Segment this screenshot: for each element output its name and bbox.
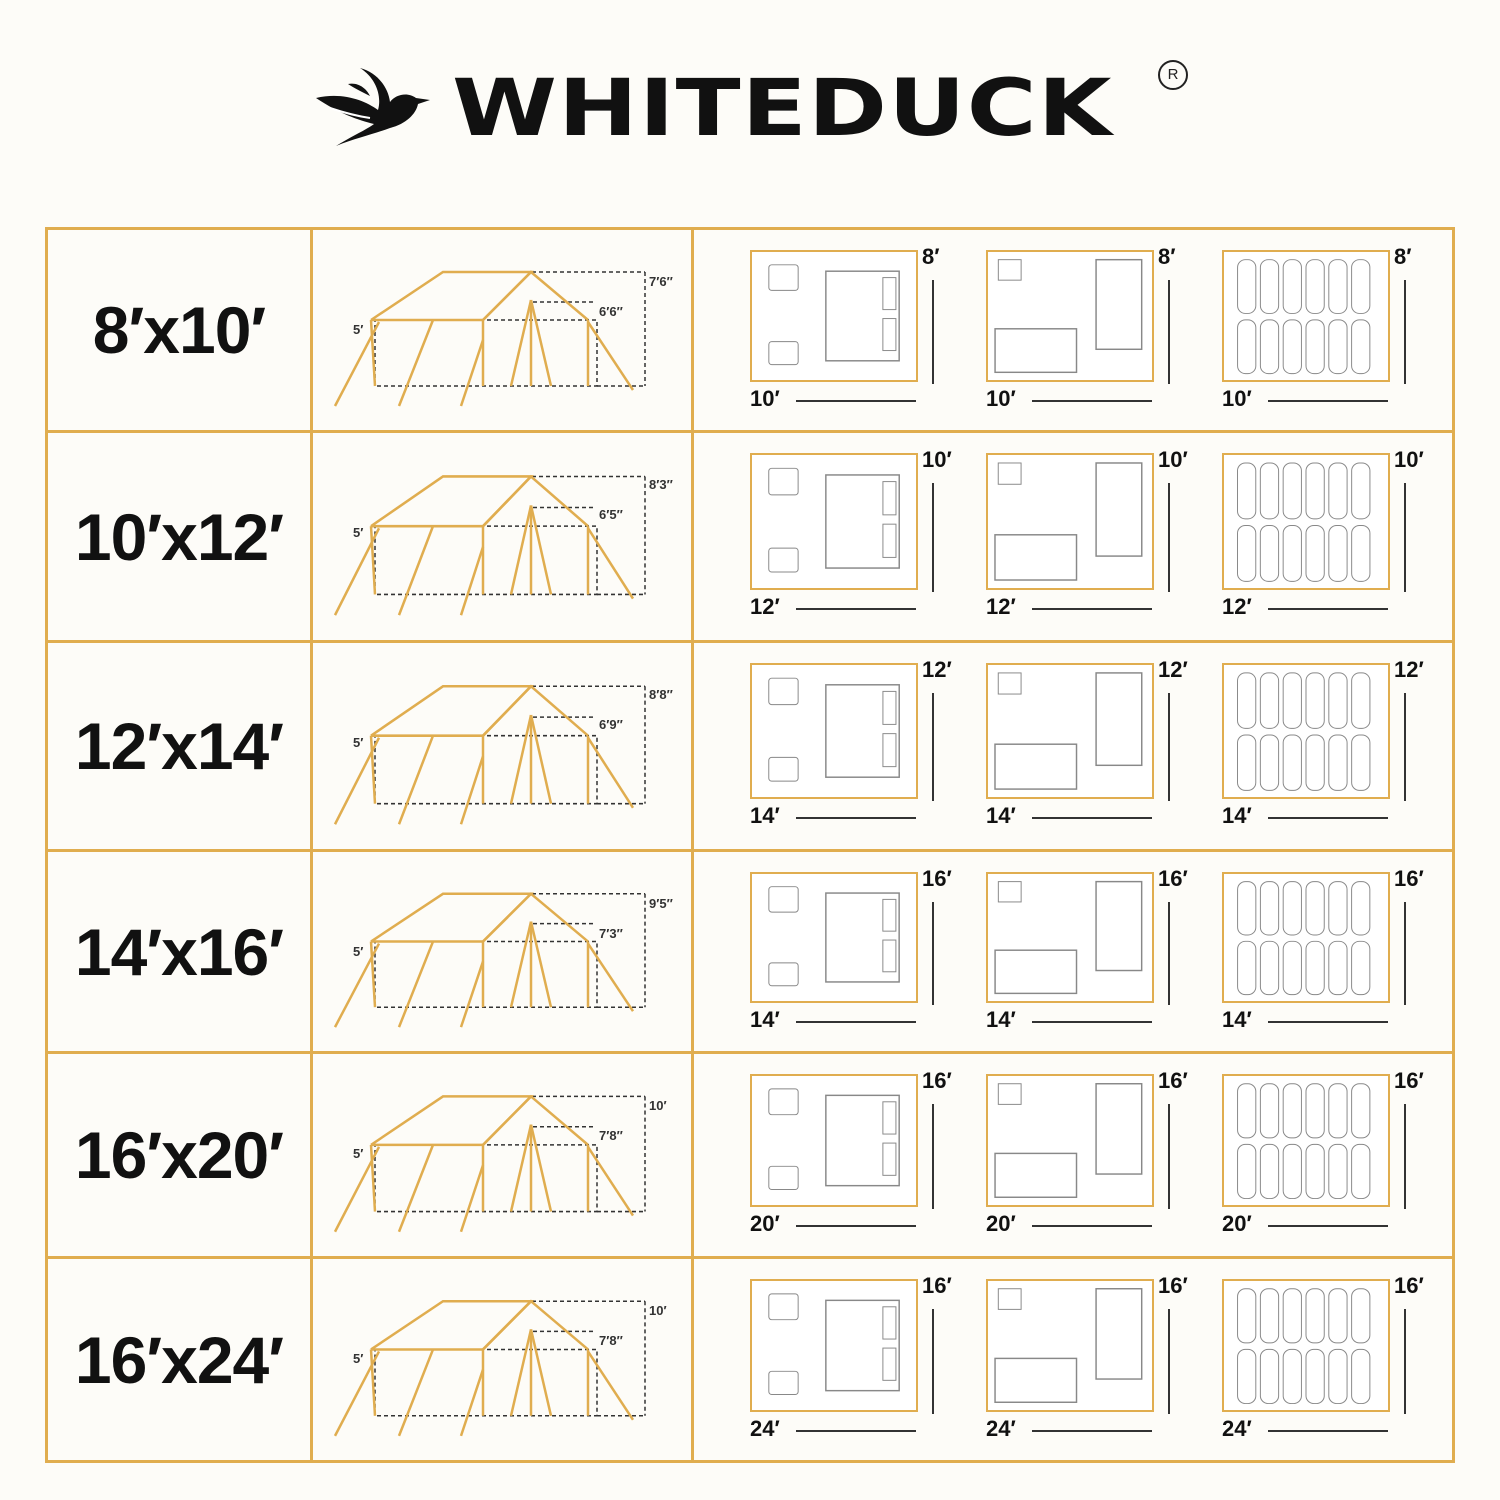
plan-depth-label: 10′ — [922, 447, 952, 472]
depth-dimension-line — [1168, 1309, 1170, 1414]
tent-illustration — [313, 1054, 691, 1256]
depth-dimension-line — [1404, 1309, 1406, 1414]
tent-illustration — [313, 433, 691, 640]
duck-logo-icon — [312, 58, 440, 154]
depth-dimension-line — [1404, 693, 1406, 801]
side-height-label: 5′ — [353, 322, 364, 337]
floor-plan-outline — [1222, 663, 1390, 799]
depth-dimension-line — [1168, 902, 1170, 1005]
tent-diagram — [313, 852, 691, 1051]
peak-height-label: 8′8″ — [649, 687, 673, 702]
furniture-layout-icon — [752, 455, 916, 588]
furniture-layout-icon — [988, 665, 1152, 797]
plan-width-label: 14′ — [750, 803, 780, 828]
registered-mark: R — [1158, 60, 1188, 90]
width-dimension-line — [1268, 817, 1388, 819]
plan-depth-label: 16′ — [922, 1273, 952, 1298]
depth-dimension-line — [1404, 280, 1406, 384]
tent-diagram — [313, 1259, 691, 1460]
depth-dimension-line — [932, 280, 934, 384]
plan-width-label: 14′ — [1222, 1007, 1252, 1032]
furniture-layout-icon — [988, 252, 1152, 380]
door-height-label: 6′6″ — [599, 304, 623, 319]
plan-depth-label: 8′ — [1158, 244, 1176, 269]
width-dimension-line — [1032, 817, 1152, 819]
width-dimension-line — [1032, 1225, 1152, 1227]
furniture-layout-icon — [752, 252, 916, 380]
furniture-layout-icon — [1224, 665, 1388, 797]
plan-depth-label: 16′ — [1394, 1273, 1424, 1298]
floor-plan-outline — [986, 872, 1154, 1003]
depth-dimension-line — [1168, 693, 1170, 801]
floor-plans — [694, 852, 1452, 1051]
furniture-layout-icon — [1224, 1281, 1388, 1410]
peak-height-label: 10′ — [649, 1303, 667, 1318]
furniture-layout-icon — [1224, 252, 1388, 380]
peak-height-label: 9′5″ — [649, 896, 673, 911]
plan-depth-label: 16′ — [1158, 1273, 1188, 1298]
size-row — [48, 433, 1452, 640]
plan-width-label: 14′ — [1222, 803, 1252, 828]
tent-illustration — [313, 1259, 691, 1460]
tent-size-label: 12′x14′ — [74, 709, 284, 783]
width-dimension-line — [796, 1430, 916, 1432]
furniture-layout-icon — [752, 874, 916, 1001]
tent-size-label: 16′x20′ — [74, 1118, 284, 1192]
plan-depth-label: 10′ — [1158, 447, 1188, 472]
width-dimension-line — [1268, 608, 1388, 610]
plan-depth-label: 16′ — [1394, 866, 1424, 891]
depth-dimension-line — [1168, 483, 1170, 592]
furniture-layout-icon — [752, 665, 916, 797]
furniture-layout-icon — [752, 1281, 916, 1410]
plan-width-label: 12′ — [750, 594, 780, 619]
brand-name: WHITEDUCK — [452, 64, 1113, 154]
plan-depth-label: 16′ — [1158, 1068, 1188, 1093]
plan-width-label: 10′ — [750, 386, 780, 411]
plan-width-label: 14′ — [750, 1007, 780, 1032]
furniture-layout-icon — [988, 1281, 1152, 1410]
floor-plan-outline — [986, 663, 1154, 799]
side-height-label: 5′ — [353, 735, 364, 750]
floor-plan-outline — [1222, 1074, 1390, 1207]
depth-dimension-line — [1404, 483, 1406, 592]
floor-plan-outline — [750, 250, 918, 382]
plan-depth-label: 16′ — [1158, 866, 1188, 891]
floor-plan-outline — [1222, 453, 1390, 590]
tent-diagram — [313, 643, 691, 849]
plan-width-label: 20′ — [750, 1211, 780, 1236]
width-dimension-line — [1268, 1430, 1388, 1432]
depth-dimension-line — [1168, 1104, 1170, 1209]
width-dimension-line — [796, 400, 916, 402]
plan-depth-label: 16′ — [922, 866, 952, 891]
plan-width-label: 24′ — [750, 1416, 780, 1441]
size-row — [48, 1259, 1452, 1460]
plan-width-label: 14′ — [986, 803, 1016, 828]
plan-width-label: 24′ — [986, 1416, 1016, 1441]
tent-size-label: 16′x24′ — [74, 1322, 284, 1397]
depth-dimension-line — [1404, 902, 1406, 1005]
plan-depth-label: 8′ — [922, 244, 940, 269]
side-height-label: 5′ — [353, 944, 364, 959]
header — [0, 50, 1500, 160]
size-row — [48, 1054, 1452, 1256]
floor-plan-outline — [1222, 250, 1390, 382]
tent-diagram — [313, 433, 691, 640]
floor-plans — [694, 643, 1452, 849]
plan-depth-label: 12′ — [1158, 657, 1188, 682]
plan-depth-label: 10′ — [1394, 447, 1424, 472]
floor-plans — [694, 1259, 1452, 1460]
plan-width-label: 10′ — [1222, 386, 1252, 411]
floor-plans — [694, 1054, 1452, 1256]
door-height-label: 6′9″ — [599, 717, 623, 732]
floor-plan-outline — [750, 453, 918, 590]
depth-dimension-line — [932, 693, 934, 801]
plan-depth-label: 12′ — [922, 657, 952, 682]
side-height-label: 5′ — [353, 525, 364, 540]
width-dimension-line — [796, 608, 916, 610]
floor-plan-outline — [750, 663, 918, 799]
door-height-label: 7′3″ — [599, 926, 623, 941]
floor-plan-outline — [986, 1279, 1154, 1412]
width-dimension-line — [1268, 1021, 1388, 1023]
width-dimension-line — [1032, 608, 1152, 610]
floor-plan-outline — [750, 872, 918, 1003]
plan-width-label: 12′ — [986, 594, 1016, 619]
side-height-label: 5′ — [353, 1351, 364, 1366]
floor-plan-outline — [1222, 872, 1390, 1003]
tent-illustration — [313, 643, 691, 849]
width-dimension-line — [796, 1021, 916, 1023]
furniture-layout-icon — [988, 874, 1152, 1001]
tent-illustration — [313, 852, 691, 1051]
plan-width-label: 24′ — [1222, 1416, 1252, 1441]
plan-depth-label: 16′ — [922, 1068, 952, 1093]
peak-height-label: 8′3″ — [649, 477, 673, 492]
furniture-layout-icon — [988, 1076, 1152, 1205]
door-height-label: 7′8″ — [599, 1128, 623, 1143]
peak-height-label: 10′ — [649, 1098, 667, 1113]
floor-plan-outline — [986, 250, 1154, 382]
tent-diagram — [313, 230, 691, 430]
furniture-layout-icon — [1224, 874, 1388, 1001]
plan-depth-label: 8′ — [1394, 244, 1412, 269]
width-dimension-line — [1268, 1225, 1388, 1227]
size-row — [48, 852, 1452, 1051]
size-chart-grid — [45, 227, 1455, 1463]
tent-size-label: 14′x16′ — [74, 914, 284, 989]
furniture-layout-icon — [752, 1076, 916, 1205]
floor-plan-outline — [1222, 1279, 1390, 1412]
width-dimension-line — [1032, 1430, 1152, 1432]
peak-height-label: 7′6″ — [649, 274, 673, 289]
depth-dimension-line — [932, 1309, 934, 1414]
plan-width-label: 20′ — [986, 1211, 1016, 1236]
floor-plan-outline — [750, 1074, 918, 1207]
floor-plans — [694, 433, 1452, 640]
depth-dimension-line — [932, 1104, 934, 1209]
plan-depth-label: 16′ — [1394, 1068, 1424, 1093]
furniture-layout-icon — [988, 455, 1152, 588]
width-dimension-line — [1032, 400, 1152, 402]
floor-plan-outline — [986, 453, 1154, 590]
door-height-label: 6′5″ — [599, 507, 623, 522]
tent-size-label: 10′x12′ — [74, 499, 284, 574]
size-row — [48, 643, 1452, 849]
plan-width-label: 14′ — [986, 1007, 1016, 1032]
depth-dimension-line — [932, 483, 934, 592]
tent-size-label: 8′x10′ — [92, 293, 266, 367]
size-row — [48, 230, 1452, 430]
width-dimension-line — [796, 1225, 916, 1227]
furniture-layout-icon — [1224, 455, 1388, 588]
tent-illustration — [313, 230, 691, 430]
width-dimension-line — [1268, 400, 1388, 402]
floor-plan-outline — [986, 1074, 1154, 1207]
furniture-layout-icon — [1224, 1076, 1388, 1205]
plan-width-label: 20′ — [1222, 1211, 1252, 1236]
side-height-label: 5′ — [353, 1146, 364, 1161]
width-dimension-line — [1032, 1021, 1152, 1023]
floor-plans — [694, 230, 1452, 430]
depth-dimension-line — [1404, 1104, 1406, 1209]
plan-depth-label: 12′ — [1394, 657, 1424, 682]
floor-plan-outline — [750, 1279, 918, 1412]
width-dimension-line — [796, 817, 916, 819]
door-height-label: 7′8″ — [599, 1333, 623, 1348]
plan-width-label: 10′ — [986, 386, 1016, 411]
depth-dimension-line — [1168, 280, 1170, 384]
tent-diagram — [313, 1054, 691, 1256]
plan-width-label: 12′ — [1222, 594, 1252, 619]
depth-dimension-line — [932, 902, 934, 1005]
